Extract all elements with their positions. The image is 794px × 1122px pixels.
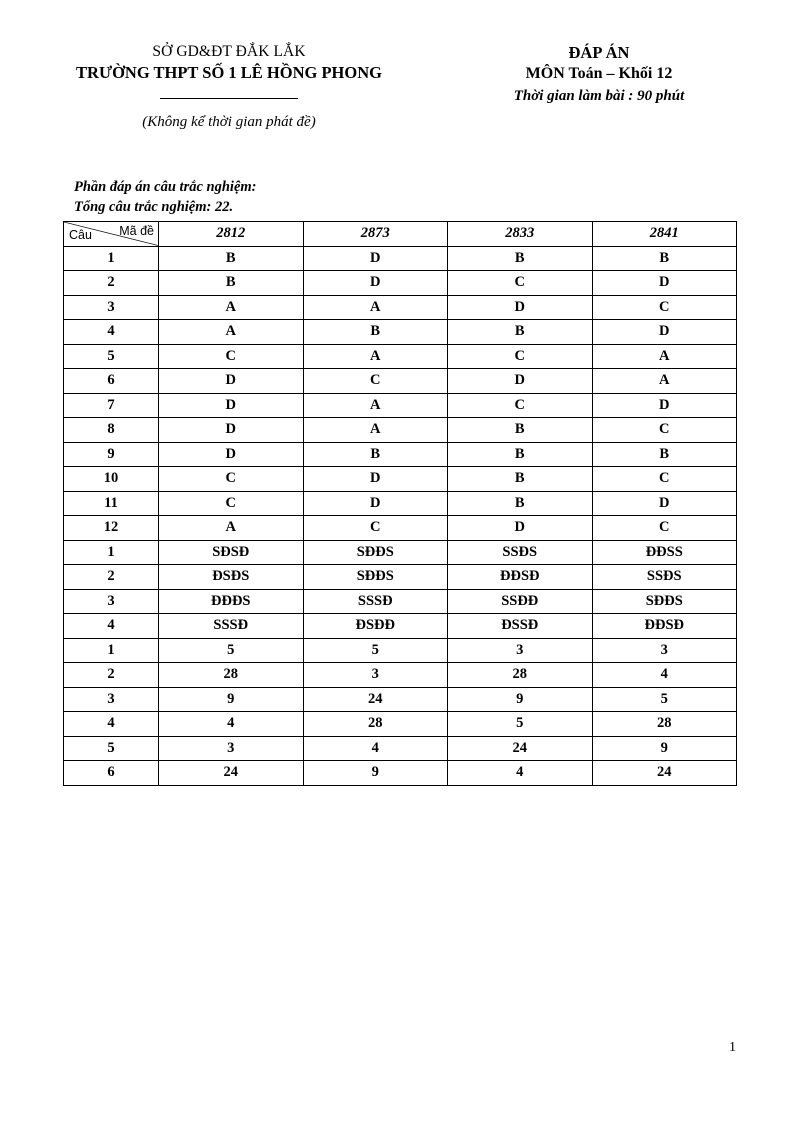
answer-cell: C — [592, 418, 737, 443]
answer-cell: D — [159, 442, 304, 467]
answer-cell: B — [592, 442, 737, 467]
document-header — [0, 42, 794, 132]
table-row — [64, 246, 737, 271]
answer-cell: 4 — [159, 712, 304, 737]
question-number-cell: 10 — [64, 467, 159, 492]
table-row — [64, 271, 737, 296]
question-number-cell: 8 — [64, 418, 159, 443]
answer-cell: 28 — [592, 712, 737, 737]
table-header — [64, 222, 737, 247]
answer-cell: SSĐĐ — [448, 589, 593, 614]
answer-cell: 4 — [592, 663, 737, 688]
table-header-row — [64, 222, 737, 247]
answer-cell: D — [448, 369, 593, 394]
total-questions-label: Tổng câu trắc nghiệm: 22. — [74, 199, 234, 215]
answer-cell: A — [303, 295, 448, 320]
answer-cell: 24 — [448, 736, 593, 761]
answer-cell: C — [592, 516, 737, 541]
question-number-cell: 3 — [64, 687, 159, 712]
answer-cell: C — [592, 467, 737, 492]
question-number-cell: 5 — [64, 736, 159, 761]
table-row — [64, 736, 737, 761]
answer-cell: C — [448, 393, 593, 418]
section-titles — [74, 177, 256, 217]
question-number-cell: 4 — [64, 614, 159, 639]
table-row — [64, 761, 737, 786]
answer-cell: 5 — [448, 712, 593, 737]
answer-cell: 4 — [303, 736, 448, 761]
question-number-cell: 9 — [64, 442, 159, 467]
answer-cell: B — [159, 246, 304, 271]
answer-cell: ĐĐSĐ — [592, 614, 737, 639]
answer-cell: A — [159, 516, 304, 541]
answer-cell: SSSĐ — [159, 614, 304, 639]
table-row — [64, 442, 737, 467]
document-title: ĐÁP ÁN — [568, 43, 630, 62]
table-row — [64, 491, 737, 516]
question-number-cell: 6 — [64, 761, 159, 786]
question-number-cell: 7 — [64, 393, 159, 418]
question-number-cell: 3 — [64, 295, 159, 320]
answer-cell: D — [592, 320, 737, 345]
answer-cell: A — [303, 393, 448, 418]
answer-cell: 5 — [303, 638, 448, 663]
question-number-cell: 1 — [64, 540, 159, 565]
answer-cell: D — [592, 393, 737, 418]
answer-cell: C — [303, 516, 448, 541]
table-row — [64, 540, 737, 565]
answer-cell: D — [592, 491, 737, 516]
table-row — [64, 516, 737, 541]
answer-cell: 3 — [159, 736, 304, 761]
table-row — [64, 393, 737, 418]
question-number-cell: 1 — [64, 638, 159, 663]
answer-cell: SĐSĐ — [159, 540, 304, 565]
table-row — [64, 467, 737, 492]
answer-cell: 3 — [448, 638, 593, 663]
question-number-cell: 5 — [64, 344, 159, 369]
answer-cell: D — [303, 467, 448, 492]
answer-cell: 5 — [592, 687, 737, 712]
exam-code-header-3: 2841 — [592, 222, 737, 247]
exam-code-header-0: 2812 — [159, 222, 304, 247]
answer-cell: 3 — [303, 663, 448, 688]
answer-cell: 24 — [303, 687, 448, 712]
answer-cell: B — [448, 491, 593, 516]
multiple-choice-part-title: Phần đáp án câu trắc nghiệm: — [74, 179, 257, 195]
answer-cell: D — [303, 246, 448, 271]
answer-cell: B — [448, 418, 593, 443]
question-number-cell: 4 — [64, 712, 159, 737]
answer-cell: 24 — [592, 761, 737, 786]
question-number-cell: 6 — [64, 369, 159, 394]
answer-key-table — [63, 221, 737, 786]
answer-cell: SĐĐS — [303, 540, 448, 565]
answer-cell: B — [448, 467, 593, 492]
answer-cell: D — [159, 393, 304, 418]
answer-cell: A — [592, 344, 737, 369]
answer-cell: 9 — [159, 687, 304, 712]
answer-cell: 24 — [159, 761, 304, 786]
table-row — [64, 614, 737, 639]
table-row — [64, 565, 737, 590]
answer-cell: 28 — [303, 712, 448, 737]
answer-cell: B — [303, 442, 448, 467]
table-body — [64, 246, 737, 785]
answer-cell: SĐĐS — [303, 565, 448, 590]
answer-cell: D — [303, 491, 448, 516]
answer-cell: 9 — [303, 761, 448, 786]
answer-cell: D — [159, 418, 304, 443]
answer-cell: C — [159, 467, 304, 492]
table-row — [64, 344, 737, 369]
answer-cell: A — [592, 369, 737, 394]
answer-cell: D — [592, 271, 737, 296]
table-row — [64, 589, 737, 614]
answer-cell: 3 — [592, 638, 737, 663]
answer-cell: B — [159, 271, 304, 296]
header-left-block — [0, 42, 440, 132]
answer-cell: ĐSĐS — [159, 565, 304, 590]
answer-cell: A — [159, 320, 304, 345]
answer-cell: D — [448, 516, 593, 541]
answer-cell: A — [303, 344, 448, 369]
answer-cell: ĐSĐĐ — [303, 614, 448, 639]
answer-cell: A — [159, 295, 304, 320]
table-row — [64, 369, 737, 394]
answer-cell: B — [448, 320, 593, 345]
table-row — [64, 418, 737, 443]
answer-cell: C — [303, 369, 448, 394]
exam-code-header-1: 2873 — [303, 222, 448, 247]
corner-question-label: Câu — [69, 227, 92, 242]
answer-cell: SĐĐS — [592, 589, 737, 614]
department-name: SỞ GD&ĐT ĐẮK LẮK — [152, 43, 306, 60]
school-name: TRƯỜNG THPT SỐ 1 LÊ HỒNG PHONG — [76, 63, 382, 82]
answer-cell: ĐĐĐS — [159, 589, 304, 614]
table-row — [64, 320, 737, 345]
exam-code-header-2: 2833 — [448, 222, 593, 247]
answer-cell: C — [448, 271, 593, 296]
page-number: 1 — [729, 1040, 736, 1055]
header-divider-rule — [160, 98, 298, 99]
question-number-cell: 2 — [64, 663, 159, 688]
answer-cell: ĐSSĐ — [448, 614, 593, 639]
answer-cell: C — [159, 344, 304, 369]
subject-grade: MÔN Toán – Khối 12 — [525, 65, 673, 82]
corner-code-label: Mã đề — [119, 224, 154, 238]
answer-cell: ĐĐSĐ — [448, 565, 593, 590]
answer-cell: 9 — [448, 687, 593, 712]
question-number-cell: 1 — [64, 246, 159, 271]
table-row — [64, 687, 737, 712]
answer-cell: C — [159, 491, 304, 516]
answer-cell: A — [303, 418, 448, 443]
question-number-cell: 2 — [64, 565, 159, 590]
answer-cell: 9 — [592, 736, 737, 761]
question-number-cell: 11 — [64, 491, 159, 516]
answer-cell: SSĐS — [592, 565, 737, 590]
question-number-cell: 2 — [64, 271, 159, 296]
question-number-cell: 4 — [64, 320, 159, 345]
answer-cell: 5 — [159, 638, 304, 663]
question-number-cell: 3 — [64, 589, 159, 614]
answer-cell: SSSĐ — [303, 589, 448, 614]
question-number-cell: 12 — [64, 516, 159, 541]
answer-cell: C — [448, 344, 593, 369]
answer-cell: ĐĐSS — [592, 540, 737, 565]
answer-cell: D — [448, 295, 593, 320]
answer-cell: SSĐS — [448, 540, 593, 565]
answer-cell: D — [159, 369, 304, 394]
header-right-block — [440, 42, 794, 107]
answer-cell: 4 — [448, 761, 593, 786]
table-row — [64, 295, 737, 320]
answer-cell: B — [448, 246, 593, 271]
answer-cell: B — [303, 320, 448, 345]
answer-cell: B — [592, 246, 737, 271]
answer-cell: B — [448, 442, 593, 467]
table-row — [64, 663, 737, 688]
corner-diagonal-cell — [64, 222, 159, 247]
table-row — [64, 712, 737, 737]
table-row — [64, 638, 737, 663]
answer-cell: 28 — [448, 663, 593, 688]
answer-cell: D — [303, 271, 448, 296]
answer-cell: C — [592, 295, 737, 320]
duration-label: Thời gian làm bài : 90 phút — [513, 88, 685, 104]
exam-time-note: (Không kể thời gian phát đề) — [142, 114, 316, 130]
answer-cell: 28 — [159, 663, 304, 688]
